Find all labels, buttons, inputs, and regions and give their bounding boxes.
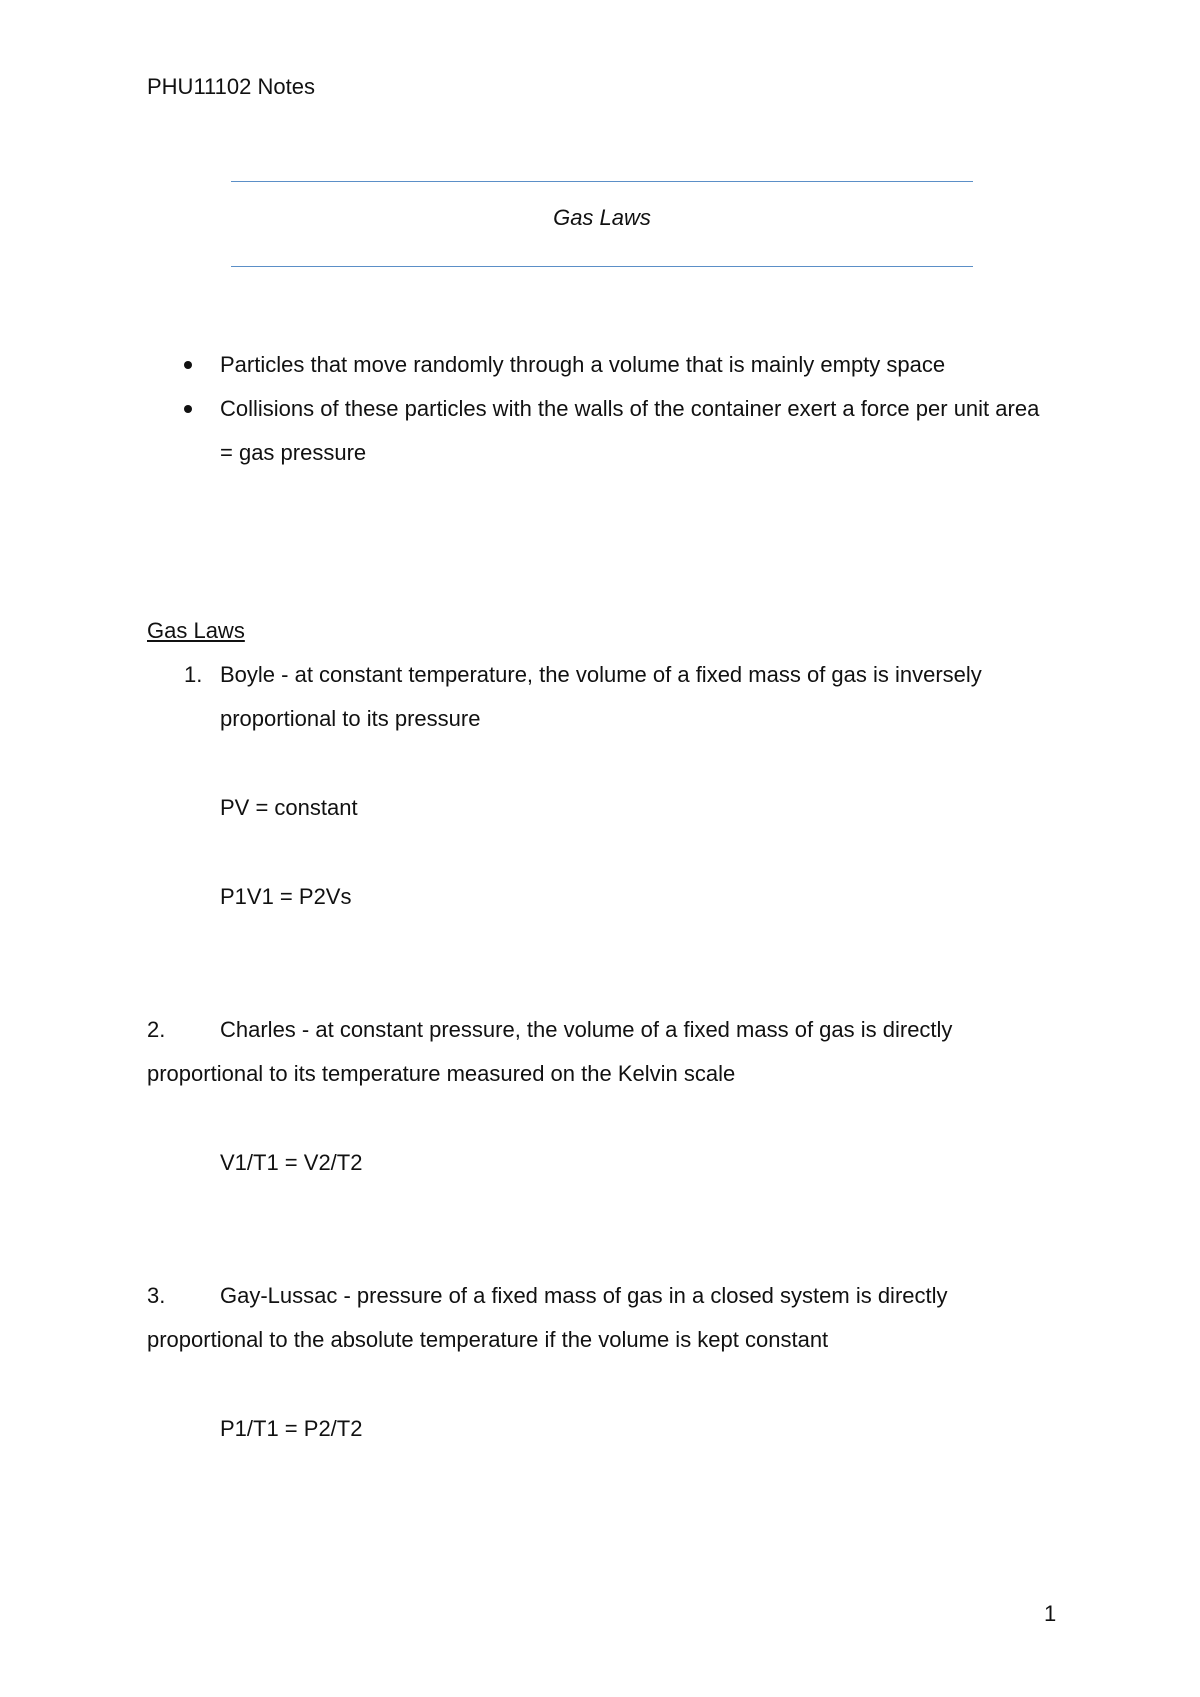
law-equation: P1V1 = P2Vs xyxy=(220,884,352,909)
document-title: Gas Laws xyxy=(553,205,651,230)
law-text: Charles - at constant pressure, the volume of a fixed mass of gas is directly xyxy=(220,1017,953,1042)
bullet-text: Particles that move randomly through a volume that is mainly empty space xyxy=(220,352,946,377)
bullet-marker xyxy=(184,361,192,369)
law-equation: V1/T1 = V2/T2 xyxy=(220,1150,363,1175)
law-text-continued: proportional to the absolute temperature if the volume is kept constant xyxy=(147,1327,829,1352)
bullet-text-continued: = gas pressure xyxy=(220,440,367,465)
section-heading: Gas Laws xyxy=(147,618,245,643)
law-text: Gay-Lussac - pressure of a fixed mass of gas in a closed system is directly xyxy=(220,1283,948,1308)
page-header: PHU11102 Notes xyxy=(147,74,315,99)
law-text-continued: proportional to its temperature measured on the Kelvin scale xyxy=(147,1061,736,1086)
law-text: Boyle - at constant temperature, the volume of a fixed mass of gas is inversely xyxy=(220,662,982,687)
law-number: 1. xyxy=(184,662,203,687)
title-rule-bottom xyxy=(231,266,973,267)
law-number: 2. xyxy=(147,1017,166,1042)
law-number: 3. xyxy=(147,1283,166,1308)
bullet-text: Collisions of these particles with the walls of the container exert a force per unit area xyxy=(220,396,1040,421)
law-text-continued: proportional to its pressure xyxy=(220,706,481,731)
bullet-marker xyxy=(184,405,192,413)
law-equation: PV = constant xyxy=(220,795,358,820)
page-number: 1 xyxy=(1044,1601,1057,1626)
law-equation: P1/T1 = P2/T2 xyxy=(220,1416,363,1441)
title-rule-top xyxy=(231,181,973,182)
